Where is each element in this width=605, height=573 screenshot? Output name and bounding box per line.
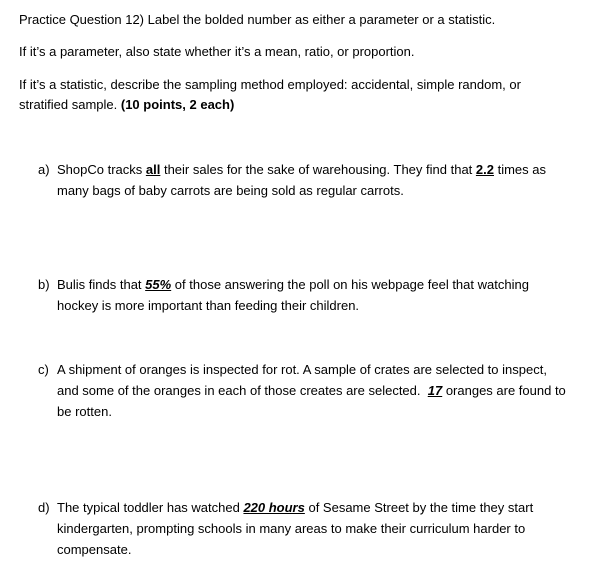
question-a-text: ShopCo tracks xyxy=(57,162,146,177)
question-a-line1 xyxy=(57,162,546,178)
bold-2-2: 2.2 xyxy=(475,162,494,177)
question-a-line2: many bags of baby carrots are being sold as regular carrots. xyxy=(57,183,404,198)
question-b-text: Bulis finds that xyxy=(57,277,146,292)
instruction-parameter-text: If it’s a parameter, also state whether it’s a mean, ratio, or proportion. xyxy=(19,44,415,59)
question-a-text: times as xyxy=(493,162,546,177)
question-b-line2: hockey is more important than feeding their children. xyxy=(57,298,360,313)
question-b-line1 xyxy=(57,277,529,293)
points-note: (10 points, 2 each) xyxy=(120,97,235,112)
instruction-statistic-cont xyxy=(19,97,234,113)
question-c-label: c) xyxy=(38,362,49,377)
question-b-text: of those answering the poll on his webpage feel that watching xyxy=(171,277,529,292)
question-d-label: d) xyxy=(38,500,50,515)
question-d-text: The typical toddler has watched xyxy=(57,500,244,515)
question-c-line2 xyxy=(57,383,566,399)
question-title xyxy=(19,12,495,28)
question-d-line1 xyxy=(57,500,533,516)
question-d-line2: kindergarten, prompting schools in many areas to make their curriculum harder to xyxy=(57,521,526,536)
question-d-line3: compensate. xyxy=(57,542,132,557)
bold-17: 17 xyxy=(427,383,443,398)
bold-55-percent: 55% xyxy=(145,277,172,292)
question-a-label: a) xyxy=(38,162,50,177)
question-a-text: their sales for the sake of warehousing. They find that xyxy=(160,162,476,177)
question-c-text: and some of the oranges in each of those creates are selected. xyxy=(57,383,428,398)
bold-all: all xyxy=(145,162,161,177)
question-b-label: b) xyxy=(38,277,50,292)
question-c-line1: A shipment of oranges is inspected for rot. A sample of crates are selected to inspect, xyxy=(57,362,547,377)
instruction-statistic-text: If it’s a statistic, describe the sampling method employed: accidental, simple random, or xyxy=(19,77,521,92)
instruction-statistic-cont-text: stratified sample. xyxy=(19,97,121,112)
question-d-text: of Sesame Street by the time they start xyxy=(304,500,534,515)
instruction-parameter xyxy=(19,44,415,60)
question-title-text: Practice Question 12) Label the bolded number as either a parameter or a statistic. xyxy=(19,12,496,27)
question-c-text: oranges are found to xyxy=(442,383,566,398)
instruction-statistic xyxy=(19,77,521,93)
bold-220-hours: 220 hours xyxy=(243,500,305,515)
question-c-line3: be rotten. xyxy=(57,404,112,419)
